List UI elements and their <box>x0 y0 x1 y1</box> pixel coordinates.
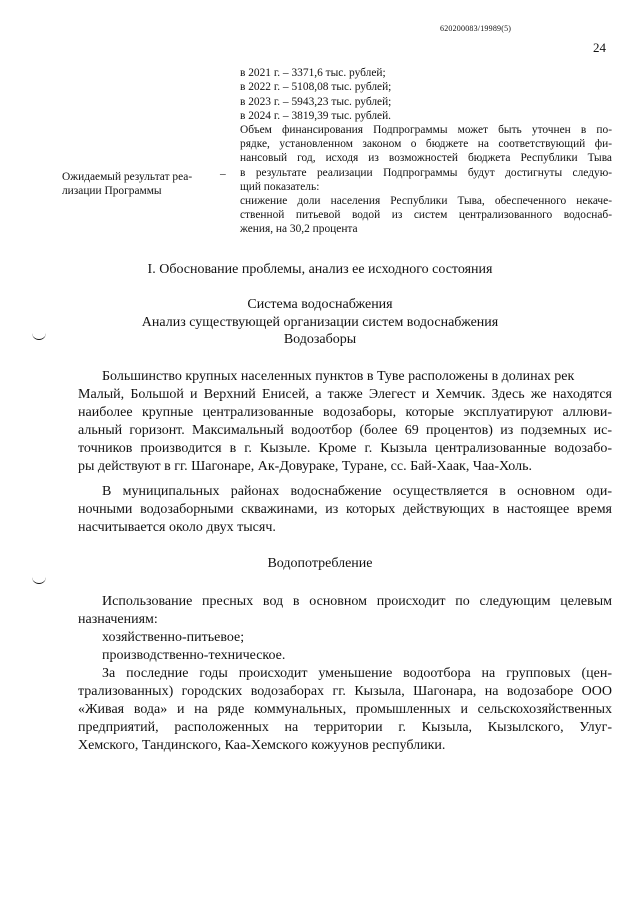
paragraph-line: «Живая вода» и на ряде коммунальных, промышленных и сельскохозяйственных <box>78 702 612 717</box>
subheading: Анализ существующей организации систем водоснабжения <box>141 315 499 330</box>
margin-mark <box>32 577 46 584</box>
funding-note-line: нансовый год, исходя из возможностей бюджета Республики Тыва <box>240 152 612 164</box>
paragraph-line: Хемского, Тандинского, Каа-Хемского кожуунов республики. <box>78 738 446 753</box>
paragraph-line: ры действуют в гг. Шагонаре, Ак-Довураке, Туране, сс. Бай-Хаак, Чаа-Холь. <box>78 459 532 474</box>
subheading: Система водоснабжения <box>247 297 393 312</box>
paragraph-line: В муниципальных районах водоснабжение осуществляется в основном оди- <box>102 484 612 499</box>
paragraph-line: назначениям: <box>78 612 158 627</box>
paragraph-line: предприятий, расположенных на территории г. Кызыла, Кызылского, Улуг- <box>78 720 612 735</box>
result-line: ственной питьевой водой из систем централизованного водоснаб- <box>240 209 612 221</box>
paragraph-line: Малый, Большой и Верхний Енисей, а также Элегест и Хемчик. Здесь же находятся <box>78 387 612 402</box>
paragraph-line: Большинство крупных населенных пунктов в Туве расположены в долинах рек <box>102 369 575 384</box>
table-row-label: лизации Программы <box>62 185 162 197</box>
paragraph-line: За последние годы происходит уменьшение водоотбора на групповых (цен- <box>102 666 612 681</box>
paragraph-line: наиболее крупные централизованные водозаборы, которые эксплуатируют аллюви- <box>78 405 612 420</box>
funding-note-line: рядке, установленном законом о бюджете на соответствующий фи- <box>240 138 612 150</box>
funding-line-2024: в 2024 г. – 3819,39 тыс. рублей. <box>240 110 392 122</box>
funding-line-2021: в 2021 г. – 3371,6 тыс. рублей; <box>240 67 386 79</box>
list-item: хозяйственно-питьевое; <box>102 630 245 645</box>
table-row-label: Ожидаемый результат реа- <box>62 171 193 183</box>
paragraph-line: ночными водозаборными скважинами, из которых действующих в настоящее время <box>78 502 612 517</box>
subheading: Водопотребление <box>267 556 373 571</box>
page-number: 24 <box>593 40 606 55</box>
funding-line-2023: в 2023 г. – 5943,23 тыс. рублей; <box>240 96 392 108</box>
document-id: 620200083/19989(5) <box>440 24 512 33</box>
paragraph-line: точников производится в г. Кызыле. Кроме г. Кызыла централизованные водозабо- <box>78 441 612 456</box>
list-item: производственно-техническое. <box>102 648 286 663</box>
subheading: Водозаборы <box>283 332 357 347</box>
result-line: жения, на 30,2 процента <box>240 223 358 235</box>
paragraph-line: альный горизонт. Максимальный водоотбор (более 69 процентов) из подземных ис- <box>78 423 612 438</box>
result-line: щий показатель: <box>240 181 320 193</box>
funding-line-2022: в 2022 г. – 5108,08 тыс. рублей; <box>240 81 392 93</box>
table-dash: – <box>220 168 226 180</box>
funding-note-line: Объем финансирования Подпрограммы может быть уточнен в по- <box>240 124 612 136</box>
paragraph-line: Использование пресных вод в основном происходит по следующим целевым <box>102 594 612 609</box>
result-line: снижение доли населения Республики Тыва, обеспеченного некаче- <box>240 195 612 207</box>
result-line: в результате реализации Подпрограммы будут достигнуты следую- <box>240 167 612 179</box>
paragraph-line: насчитывается около двух тысяч. <box>78 520 276 535</box>
section-heading: I. Обоснование проблемы, анализ ее исходного состояния <box>147 262 493 277</box>
paragraph-line: трализованных) городских водозаборах гг. Кызыла, Шагонара, на водозаборе ООО <box>78 684 612 699</box>
